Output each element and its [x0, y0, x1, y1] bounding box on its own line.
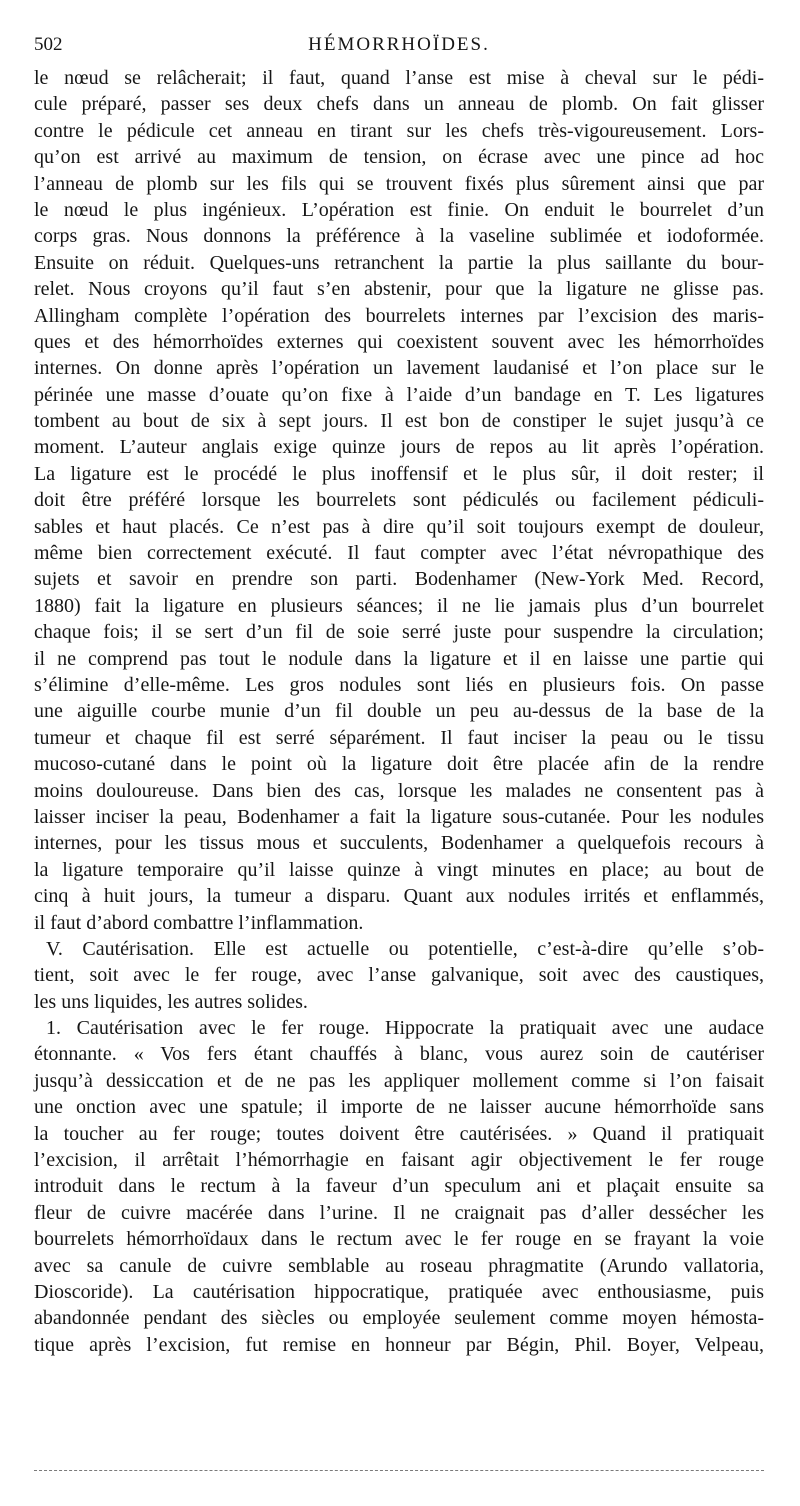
text-line: une aiguille courbe munie d’un fil double un peu au-dessus de la base de la: [34, 700, 764, 723]
text-line: contre le pédicule cet anneau en tirant sur les chefs très-vigoureusement. Lors-: [34, 119, 764, 142]
text-line: corps gras. Nous donnons la préférence à la vaseline sublimée et iodoformée.: [34, 225, 764, 248]
text-line: Ensuite on réduit. Quelques-uns retranchent la partie la plus saillante du bour-: [34, 251, 764, 274]
text-line: bourrelets hémorrhoïdaux dans le rectum avec le fer rouge en se frayant la voie: [34, 1228, 764, 1251]
text-line: doit être préféré lorsque les bourrelets sont pédiculés ou facilement pédiculi-: [34, 489, 764, 512]
text-line: la toucher au fer rouge; toutes doivent être cautérisées. » Quand il pratiquait: [34, 1122, 764, 1145]
text-line: laisser inciser la peau, Bodenhamer a fait la ligature sous-cutanée. Pour les nodules: [34, 805, 764, 828]
text-line: qu’on est arrivé au maximum de tension, on écrase avec une pince ad hoc: [34, 146, 764, 169]
text-line: tombent au bout de six à sept jours. Il est bon de constiper le sujet jusqu’à ce: [34, 410, 764, 433]
text-line: Allingham complète l’opération des bourrelets internes par l’excision des maris-: [34, 304, 764, 327]
text-line: tique après l’excision, fut remise en honneur par Bégin, Phil. Boyer, Velpeau,: [34, 1333, 764, 1356]
section-heading-line: V. Cautérisation. Elle est actuelle ou potentielle, c’est-à-dire qu’elle s’ob-: [46, 937, 764, 960]
running-title: HÉMORRHOÏDES.: [308, 34, 490, 55]
text-line: abandonnée pendant des siècles ou employée seulement comme moyen hémosta-: [34, 1307, 764, 1330]
text-line: moment. L’auteur anglais exige quinze jours de repos au lit après l’opération.: [34, 436, 764, 459]
text-line: les uns liquides, les autres solides.: [34, 990, 308, 1013]
text-line: cinq à huit jours, la tumeur a disparu. Quant aux nodules irrités et enflammés,: [34, 885, 764, 908]
text-line: relet. Nous croyons qu’il faut s’en abstenir, pour que la ligature ne glisse pas.: [34, 278, 764, 301]
text-line: fleur de cuivre macérée dans l’urine. Il ne craignait pas d’aller dessécher les: [34, 1201, 764, 1224]
text-line: introduit dans le rectum à la faveur d’un speculum ani et plaçait ensuite sa: [34, 1175, 764, 1198]
text-line: internes. On donne après l’opération un lavement laudanisé et l’on place sur le: [34, 357, 764, 380]
text-line: étonnante. « Vos fers étant chauffés à blanc, vous aurez soin de cautériser: [34, 1043, 764, 1066]
text-line: l’excision, il arrêtait l’hémorrhagie en faisant agir objectivement le fer rouge: [34, 1149, 764, 1172]
footer-divider: [34, 1470, 764, 1471]
subsection-heading-line: 1. Cautérisation avec le fer rouge. Hippocrate la pratiquait avec une audace: [46, 1017, 764, 1040]
text-line: il faut d’abord combattre l’inflammation.: [34, 911, 364, 934]
body-text: [34, 65, 764, 1358]
text-line: ques et des hémorrhoïdes externes qui coexistent souvent avec les hémorrhoïdes: [34, 330, 764, 353]
text-line: chaque fois; il se sert d’un fil de soie serré juste pour suspendre la circulation;: [34, 621, 764, 644]
text-line: mucoso-cutané dans le point où la ligature doit être placée afin de la rendre: [34, 753, 764, 776]
page-header: [34, 30, 764, 60]
text-line: jusqu’à dessiccation et de ne pas les appliquer mollement comme si l’on faisait: [34, 1069, 764, 1092]
text-line: Dioscoride). La cautérisation hippocratique, pratiquée avec enthousiasme, puis: [34, 1280, 764, 1303]
text-line: s’élimine d’elle-même. Les gros nodules sont liés en plusieurs fois. On passe: [34, 673, 764, 696]
text-line: tient, soit avec le fer rouge, avec l’anse galvanique, soit avec des caustiques,: [34, 964, 764, 987]
text-line: le nœud le plus ingénieux. L’opération est finie. On enduit le bourrelet d’un: [34, 198, 764, 221]
text-line: 1880) fait la ligature en plusieurs séances; il ne lie jamais plus d’un bourrelet: [34, 594, 764, 617]
text-line: périnée une masse d’ouate qu’on fixe à l’aide d’un bandage en T. Les ligatures: [34, 383, 764, 406]
text-line: même bien correctement exécuté. Il faut compter avec l’état névropathique des: [34, 542, 764, 565]
text-line: le nœud se relâcherait; il faut, quand l’anse est mise à cheval sur le pédi-: [34, 67, 764, 89]
text-line: une onction avec une spatule; il importe de ne laisser aucune hémorrhoïde sans: [34, 1096, 764, 1119]
text-line: il ne comprend pas tout le nodule dans la ligature et il en laisse une partie qui: [34, 647, 764, 670]
text-line: cule préparé, passer ses deux chefs dans un anneau de plomb. On fait glisser: [34, 93, 764, 116]
text-line: tumeur et chaque fil est serré séparément. Il faut inciser la peau ou le tissu: [34, 726, 764, 749]
text-line: internes, pour les tissus mous et succulents, Bodenhamer a quelquefois recours à: [34, 832, 764, 855]
text-line: moins douloureuse. Dans bien des cas, lorsque les malades ne consentent pas à: [34, 779, 764, 802]
text-line: la ligature temporaire qu’il laisse quinze à vingt minutes en place; au bout de: [34, 858, 764, 881]
text-line: sables et haut placés. Ce n’est pas à dire qu’il soit toujours exempt de douleur,: [34, 515, 764, 538]
text-line: l’anneau de plomb sur les fils qui se trouvent fixés plus sûrement ainsi que par: [34, 172, 764, 195]
text-line: La ligature est le procédé le plus inoffensif et le plus sûr, il doit rester; il: [34, 462, 764, 485]
text-line: avec sa canule de cuivre semblable au roseau phragmatite (Arundo vallatoria,: [34, 1254, 764, 1277]
text-line: sujets et savoir en prendre son parti. Bodenhamer (New-York Med. Record,: [34, 568, 764, 591]
page-number: 502: [34, 34, 63, 55]
